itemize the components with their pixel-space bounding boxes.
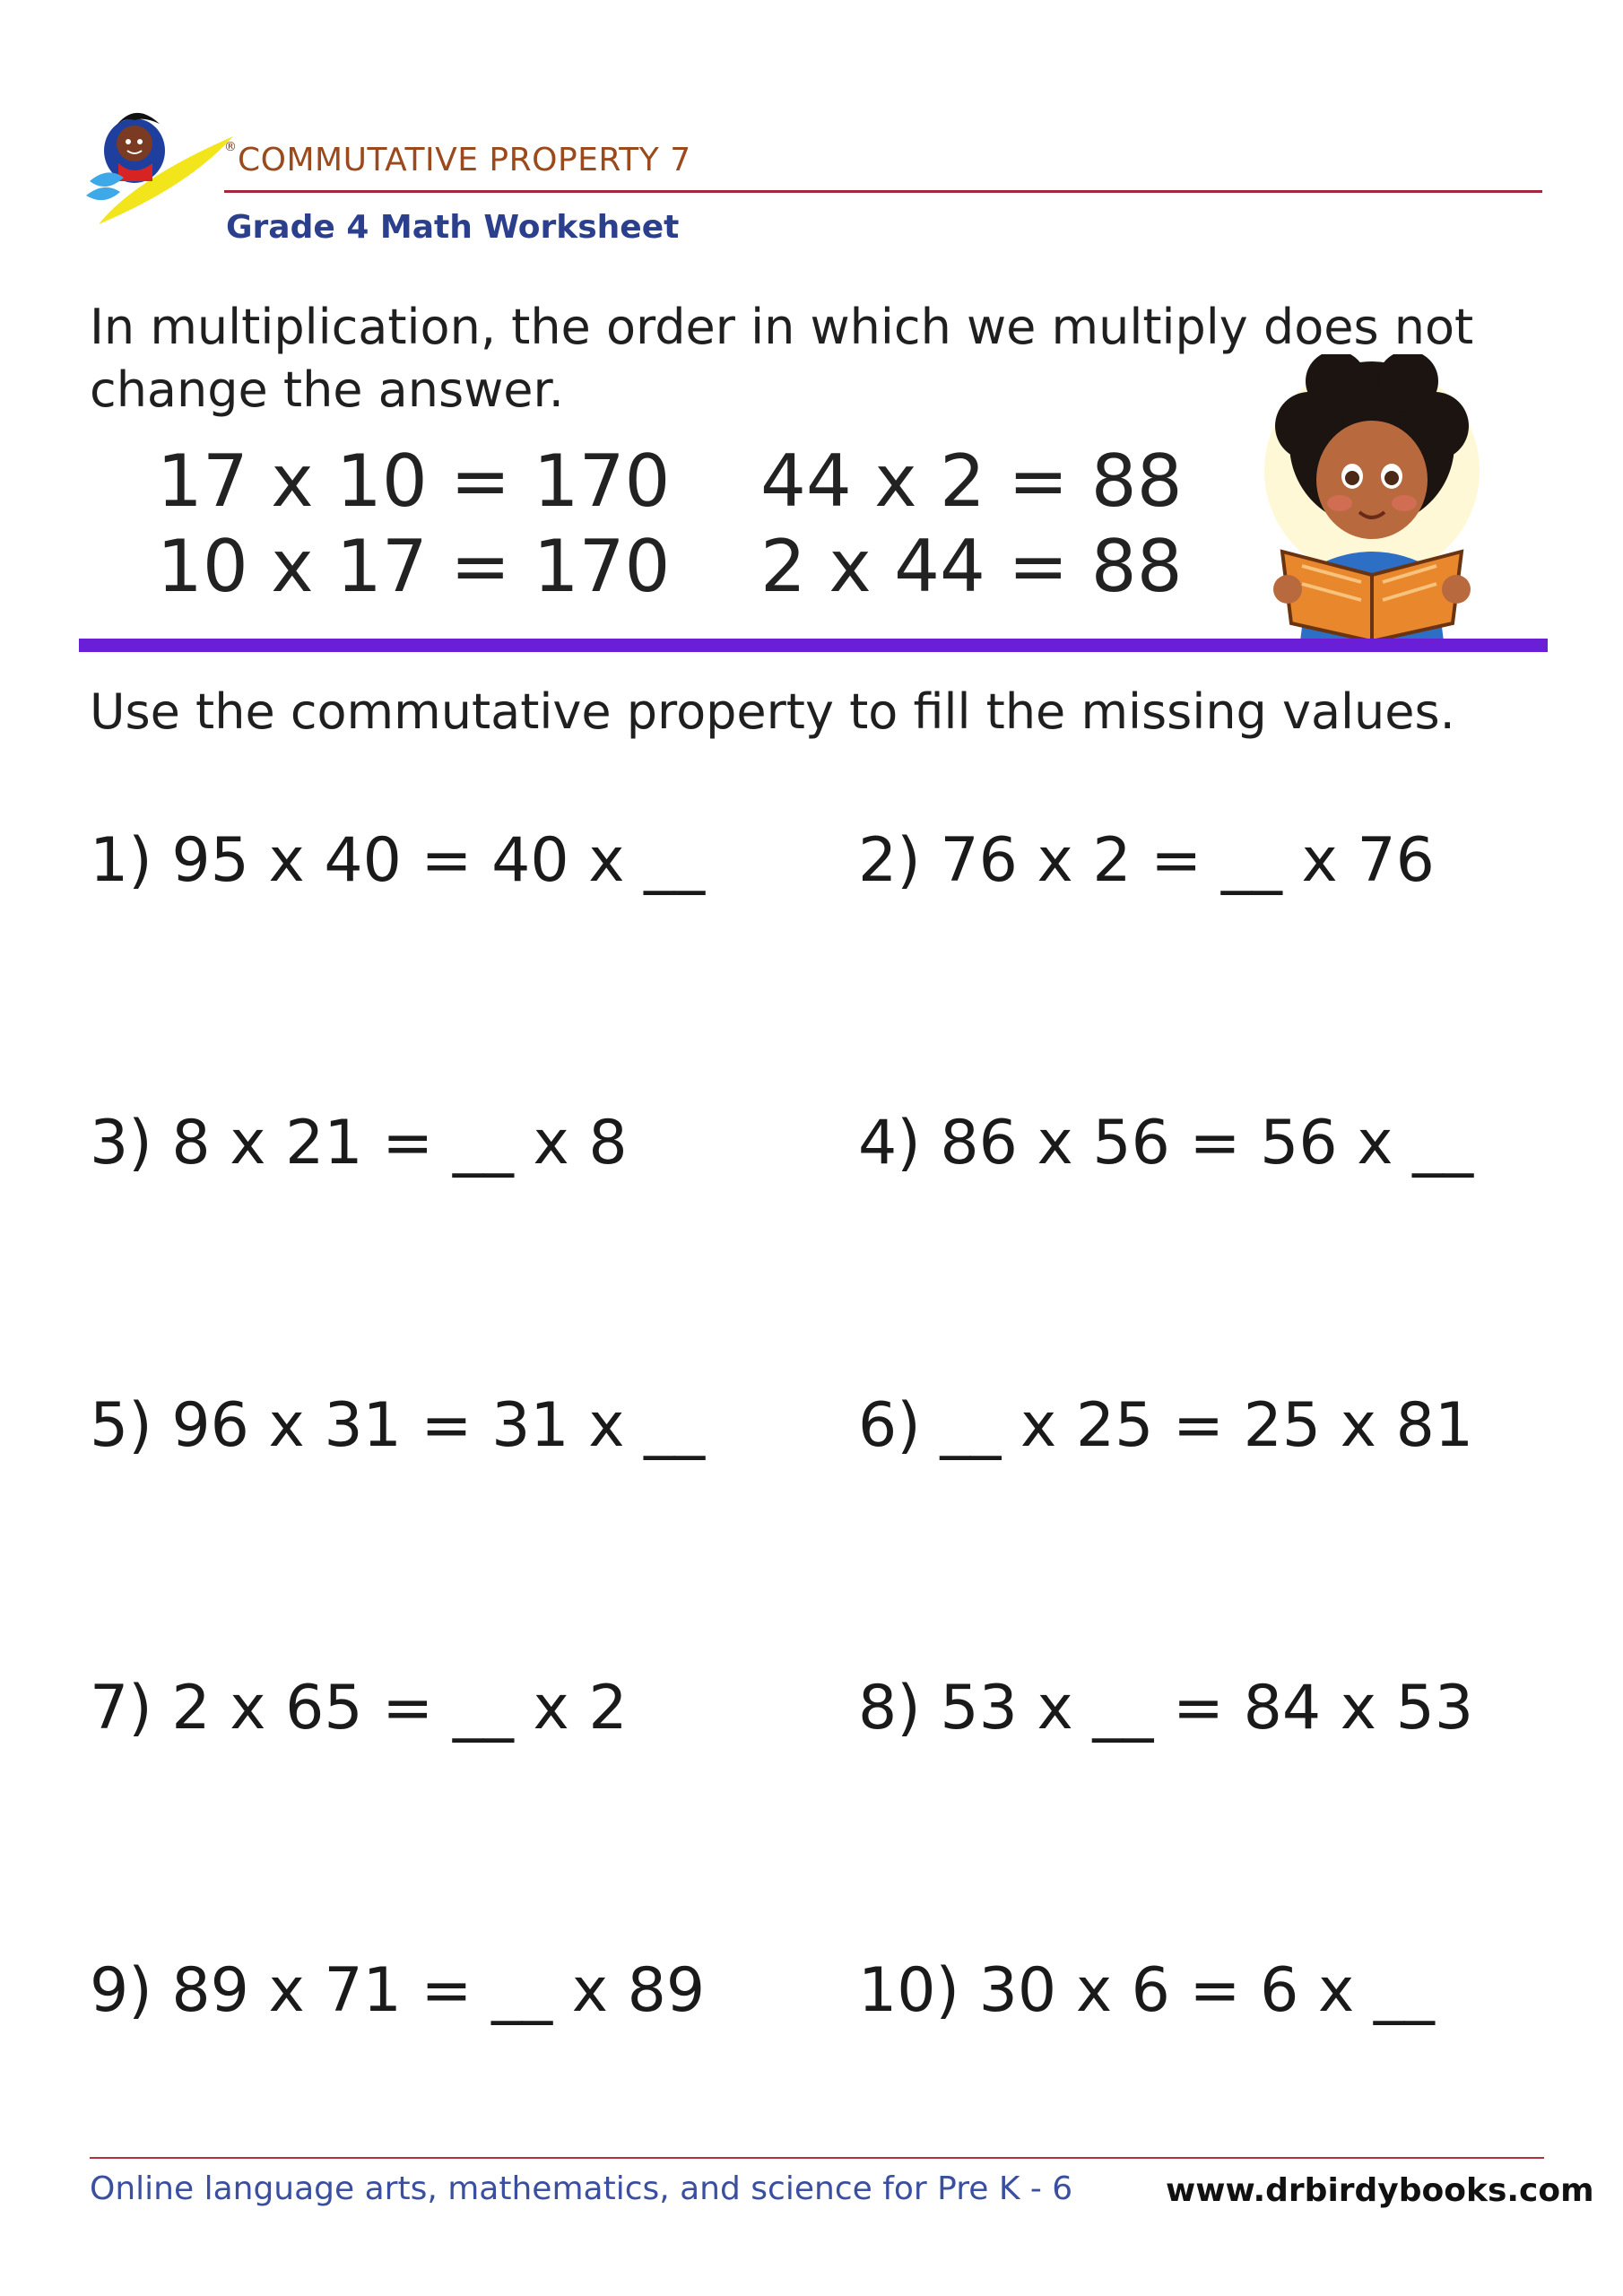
- problem-9: 9) 89 x 71 = __ x 89: [90, 1955, 706, 2026]
- problem-3: 3) 8 x 21 = __ x 8: [90, 1108, 628, 1178]
- dr-birdy-books-logo: [81, 81, 238, 233]
- intro-text: In multiplication, the order in which we multiply does not change the answer.: [90, 299, 1474, 418]
- problem-7: 7) 2 x 65 = __ x 2: [90, 1673, 628, 1744]
- footer-website-link[interactable]: www.drbirdybooks.com: [1166, 2172, 1594, 2209]
- footer-tagline: Online language arts, mathematics, and science for Pre K - 6: [90, 2170, 1073, 2207]
- example-equation: 2 x 44 = 88: [760, 525, 1183, 608]
- problem-5: 5) 96 x 31 = 31 x __: [90, 1390, 706, 1461]
- problem-1: 1) 95 x 40 = 40 x __: [90, 825, 706, 896]
- instructions-text: Use the commutative property to fill the missing values.: [90, 683, 1455, 740]
- registered-mark: ®: [224, 140, 237, 154]
- problem-10: 10) 30 x 6 = 6 x __: [858, 1955, 1435, 2026]
- worksheet-subtitle: Grade 4 Math Worksheet: [226, 209, 680, 246]
- header-divider: [224, 190, 1542, 193]
- footer-divider: [90, 2157, 1544, 2159]
- girl-reading-illustration: [1246, 354, 1497, 641]
- problem-4: 4) 86 x 56 = 56 x __: [858, 1108, 1474, 1178]
- section-divider: [79, 639, 1548, 652]
- example-equation: 10 x 17 = 170: [157, 525, 671, 608]
- example-equation: 17 x 10 = 170: [157, 439, 671, 523]
- worksheet-title: COMMUTATIVE PROPERTY 7: [238, 142, 691, 178]
- problem-2: 2) 76 x 2 = __ x 76: [858, 825, 1435, 896]
- problem-6: 6) __ x 25 = 25 x 81: [858, 1390, 1474, 1461]
- problem-8: 8) 53 x __ = 84 x 53: [858, 1673, 1474, 1744]
- example-equation: 44 x 2 = 88: [760, 439, 1183, 523]
